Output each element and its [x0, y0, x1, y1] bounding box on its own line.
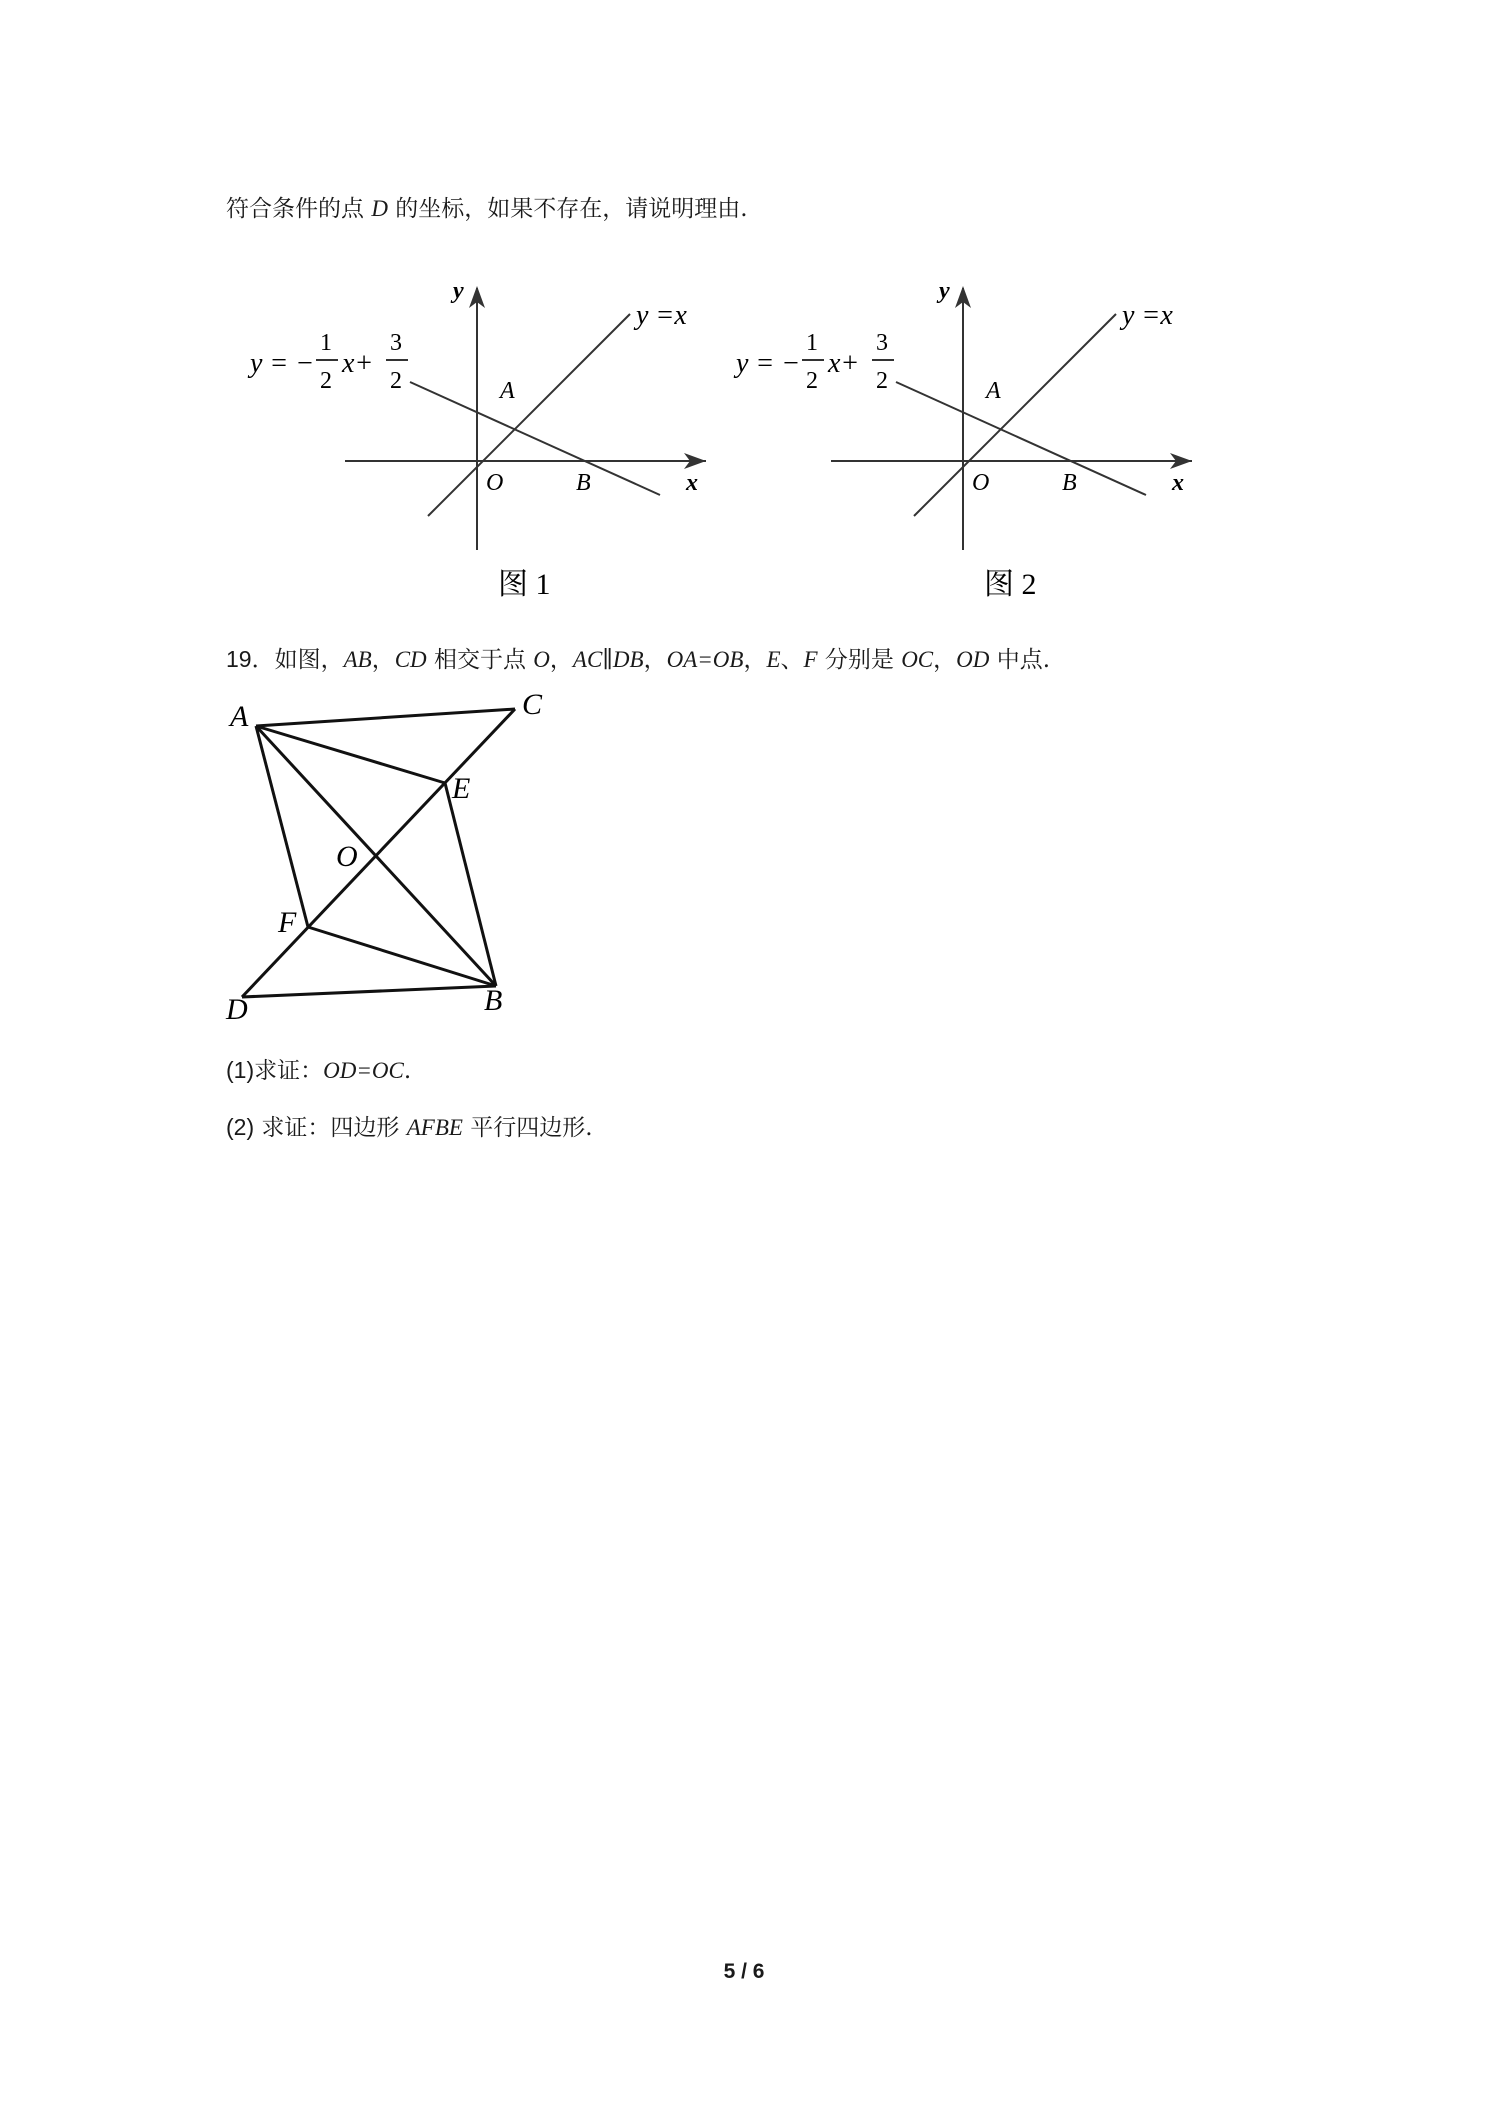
part-1-text: 求证： [254, 1058, 324, 1084]
part-2-label: (2) [226, 1114, 255, 1140]
intro-text-1: 符合条件的点 [226, 196, 364, 222]
y-axis-label: y [939, 278, 950, 304]
question-19 [226, 644, 1050, 675]
part-2 [226, 1112, 593, 1143]
part-1 [226, 1055, 411, 1086]
q19-text-1: 如图， [274, 647, 344, 673]
x-axis-label: x [686, 470, 698, 496]
equation-frac2-denominator: 2 [876, 368, 888, 394]
intro-text-2: 的坐标，如果不存在，请说明理由. [395, 196, 748, 222]
vertex-f-label: F [278, 906, 297, 939]
figure-caption: 图 1 [498, 568, 551, 601]
x-axis-label: x [1172, 470, 1184, 496]
point-b-label: B [1062, 470, 1077, 496]
coordinate-figure-1 [240, 268, 720, 608]
q19-text-3: 、 [780, 647, 804, 673]
vertex-b-label: B [484, 984, 503, 1017]
q19-oa-ob: OA=OB [666, 647, 744, 672]
line-decreasing [896, 382, 1146, 495]
q19-od: OD [956, 647, 990, 672]
q19-f: F [803, 647, 818, 672]
equation-frac1-numerator: 1 [320, 330, 332, 356]
q19-ab: AB [343, 647, 372, 672]
equation-frac2-numerator: 3 [876, 330, 888, 356]
q19-e: E [766, 647, 781, 672]
segment-ac [256, 709, 515, 726]
equation-prefix: y = − [250, 348, 315, 379]
q19-sep-1: ， [371, 647, 395, 673]
part-2-quad-name: AFBE [406, 1115, 463, 1140]
point-a-label: A [986, 378, 1001, 404]
segment-eb [445, 783, 496, 986]
equation-frac1-numerator: 1 [806, 330, 818, 356]
q19-text-4: 分别是 [824, 647, 894, 673]
vertex-c-label: C [522, 688, 543, 721]
part-1-label: (1) [226, 1057, 255, 1083]
equation-frac1-denominator: 2 [806, 368, 818, 394]
point-b-label: B [576, 470, 591, 496]
equation-frac2-numerator: 3 [390, 330, 402, 356]
segment-ae [256, 726, 445, 783]
segment-db [242, 986, 496, 997]
q19-ac-parallel-db: AC∥DB [572, 647, 644, 672]
line-decreasing [410, 382, 660, 495]
q19-text-5: 中点. [996, 647, 1050, 673]
q19-o: O [533, 647, 550, 672]
line-y-equals-x [428, 314, 630, 516]
equation-prefix: y = − [736, 348, 801, 379]
q19-cd: CD [394, 647, 427, 672]
line-y-equals-x-label: y =x [1122, 300, 1173, 331]
line-y-equals-x-label: y =x [636, 300, 687, 331]
part-2-end: 平行四边形. [470, 1115, 593, 1141]
q19-text-2: 相交于点 [433, 647, 526, 673]
quadrilateral-figure [220, 686, 580, 1032]
q19-sep-3: ， [643, 647, 667, 673]
intro-point-d: D [371, 196, 388, 221]
vertex-a-label: A [230, 700, 249, 733]
point-a-label: A [500, 378, 515, 404]
q19-sep-5: ， [933, 647, 957, 673]
equation-frac1-denominator: 2 [320, 368, 332, 394]
vertex-d-label: D [226, 993, 248, 1026]
q19-sep-4: ， [743, 647, 767, 673]
page-number: 5 / 6 [723, 1960, 765, 1983]
segment-cd [242, 709, 515, 997]
part-2-text: 求证：四边形 [254, 1115, 400, 1141]
figure-caption: 图 2 [984, 568, 1037, 601]
point-o-label: O [486, 470, 504, 496]
q19-oc: OC [901, 647, 934, 672]
y-axis-label: y [453, 278, 464, 304]
vertex-e-label: E [452, 772, 471, 805]
q19-sep-2: ， [549, 647, 573, 673]
equation-frac2-denominator: 2 [390, 368, 402, 394]
line-y-equals-x [914, 314, 1116, 516]
equation-mid: x+ [342, 348, 374, 379]
equation-mid: x+ [828, 348, 860, 379]
part-1-formula: OD=OC [323, 1058, 404, 1083]
vertex-o-label: O [336, 840, 358, 873]
point-o-label: O [972, 470, 990, 496]
question-number: 19． [226, 646, 275, 672]
coordinate-figure-2 [726, 268, 1206, 608]
intro-line [226, 194, 748, 224]
part-1-end: . [403, 1058, 412, 1084]
